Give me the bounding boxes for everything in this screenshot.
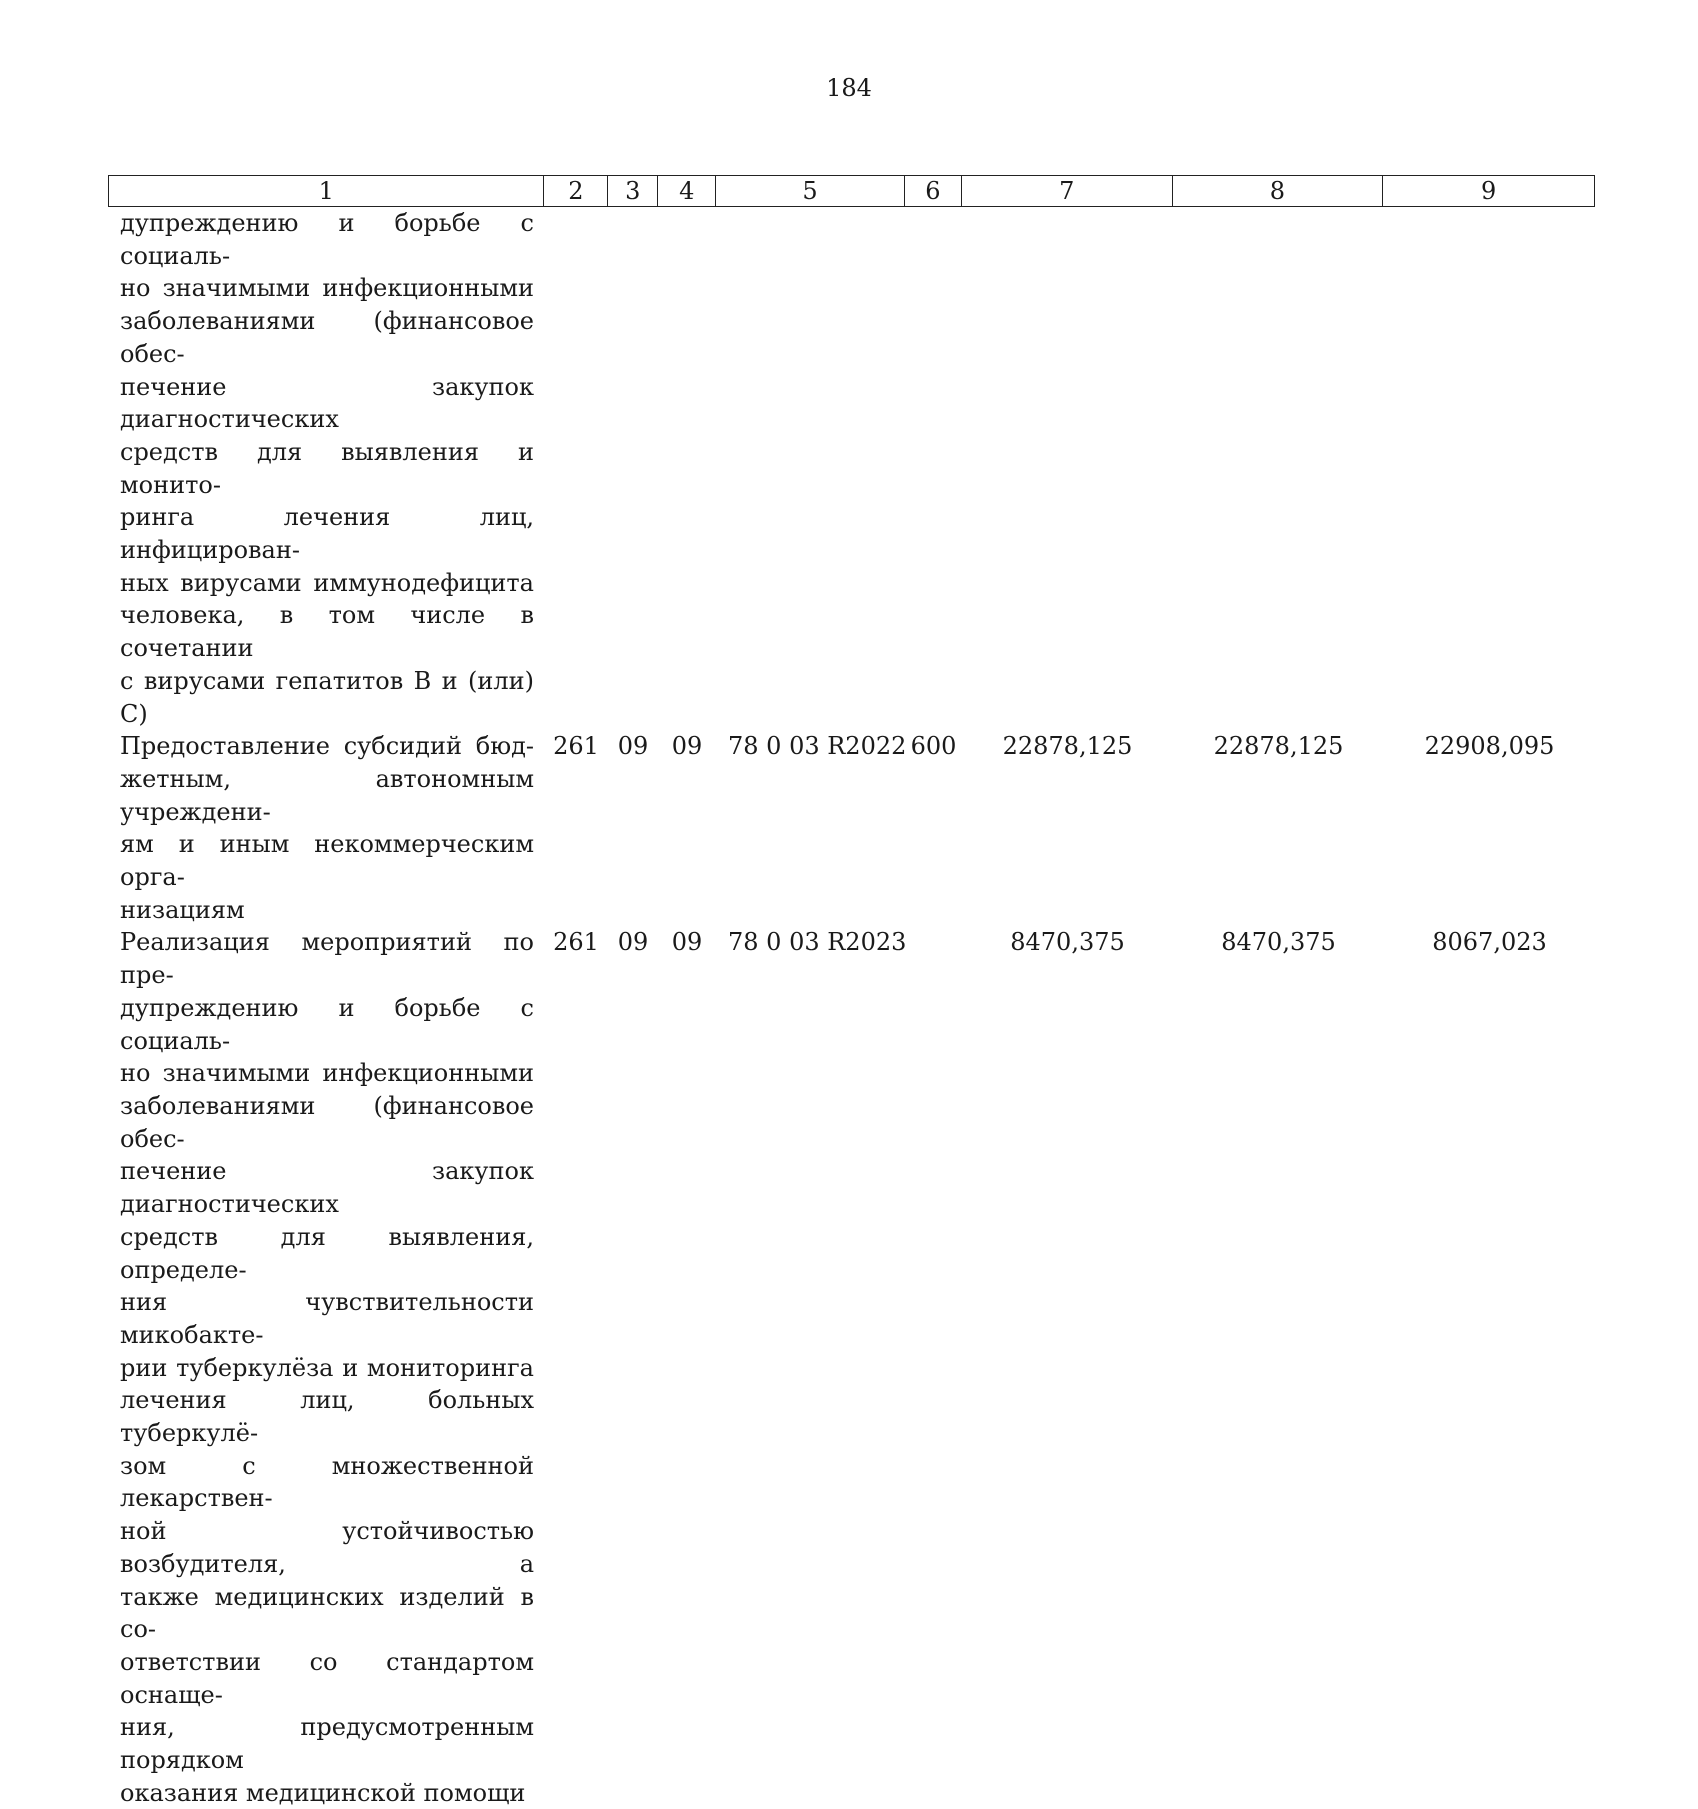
description-line: дупреждению и борьбе с социаль- <box>120 993 534 1055</box>
description-line: но значимыми инфекционными <box>120 274 534 303</box>
description-line: но значимыми инфекционными <box>120 1059 534 1088</box>
table-header-row <box>108 175 1595 207</box>
cell-col-7 <box>962 207 1173 730</box>
description-line: оказания медицинской помощи <box>120 1778 526 1807</box>
description-line: лечения лиц, больных туберкулё- <box>120 1386 534 1448</box>
cell-col-9 <box>1384 207 1595 730</box>
header-col-7: 7 <box>962 176 1173 206</box>
cell-col-5 <box>716 207 905 730</box>
cell-col-8: 8470,375 <box>1221 928 1336 957</box>
description-line: человека, в том числе в сочетании <box>120 601 534 663</box>
description-line: ям и иным некоммерческим орга- <box>120 830 534 892</box>
cell-col-4: 09 <box>671 928 703 957</box>
description-line: ответствии со стандартом оснаще- <box>120 1647 534 1709</box>
cell-col-6: 600 <box>910 732 957 761</box>
header-col-2: 2 <box>544 176 608 206</box>
description-line: ной устойчивостью возбудителя, а <box>120 1517 534 1578</box>
description-line: Реализация мероприятий по пре- <box>120 928 534 990</box>
cell-col-2: 261 <box>553 732 599 761</box>
cell-col-2 <box>544 207 608 730</box>
description-line: средств для выявления, определе- <box>120 1222 534 1284</box>
description-line: печение закупок диагностических <box>120 372 534 434</box>
row-description <box>108 207 544 730</box>
header-col-8: 8 <box>1173 176 1384 206</box>
table-row <box>108 207 1595 730</box>
description-line: ния, предусмотренным порядком <box>120 1713 534 1775</box>
description-line: рии туберкулёза и мониторинга <box>120 1353 534 1382</box>
row-description <box>108 730 544 926</box>
description-line: ния чувствительности микобакте- <box>120 1288 534 1349</box>
description-line: ных вирусами иммунодефицита <box>120 568 534 597</box>
description-line: зом с множественной лекарствен- <box>120 1451 534 1513</box>
header-col-5: 5 <box>716 176 905 206</box>
header-col-9: 9 <box>1481 177 1497 205</box>
table-row <box>108 730 1595 926</box>
description-line: дупреждению и борьбе с социаль- <box>120 209 534 270</box>
cell-col-9: 22908,095 <box>1424 732 1555 761</box>
cell-col-2: 261 <box>553 928 599 957</box>
table-body <box>108 207 1595 1809</box>
header-col-3: 3 <box>608 176 658 206</box>
description-line: заболеваниями (финансовое обес- <box>120 307 534 368</box>
cell-col-6 <box>905 926 962 1809</box>
cell-col-8: 22878,125 <box>1213 732 1344 761</box>
description-line: средств для выявления и монито- <box>120 437 534 499</box>
description-line: Предоставление субсидий бюд- <box>120 732 534 761</box>
description-line: с вирусами гепатитов В и (или) С) <box>120 666 534 728</box>
header-col-4: 4 <box>658 176 716 206</box>
row-description <box>108 926 544 1809</box>
cell-col-7: 8470,375 <box>1010 928 1125 957</box>
cell-col-3 <box>608 207 658 730</box>
cell-col-9: 8067,023 <box>1432 928 1547 957</box>
description-line: низациям <box>120 895 245 924</box>
cell-col-6 <box>905 207 962 730</box>
cell-col-3: 09 <box>617 732 649 761</box>
description-line: также медицинских изделий в со- <box>120 1582 534 1644</box>
cell-col-5: 78 0 03 R2023 <box>728 928 907 957</box>
cell-col-4 <box>658 207 716 730</box>
description-line: жетным, автономным учреждени- <box>120 764 534 826</box>
header-col-1: 1 <box>109 176 544 206</box>
cell-col-4: 09 <box>671 732 703 761</box>
page-number: 184 <box>826 74 872 102</box>
header-col-6: 6 <box>905 176 962 206</box>
cell-col-7: 22878,125 <box>1002 732 1133 761</box>
cell-col-5: 78 0 03 R2022 <box>728 732 907 761</box>
cell-col-3: 09 <box>617 928 649 957</box>
cell-col-8 <box>1173 207 1384 730</box>
table-row <box>108 926 1595 1809</box>
description-line: печение закупок диагностических <box>120 1157 534 1219</box>
description-line: ринга лечения лиц, инфицирован- <box>120 503 534 565</box>
description-line: заболеваниями (финансовое обес- <box>120 1091 534 1153</box>
